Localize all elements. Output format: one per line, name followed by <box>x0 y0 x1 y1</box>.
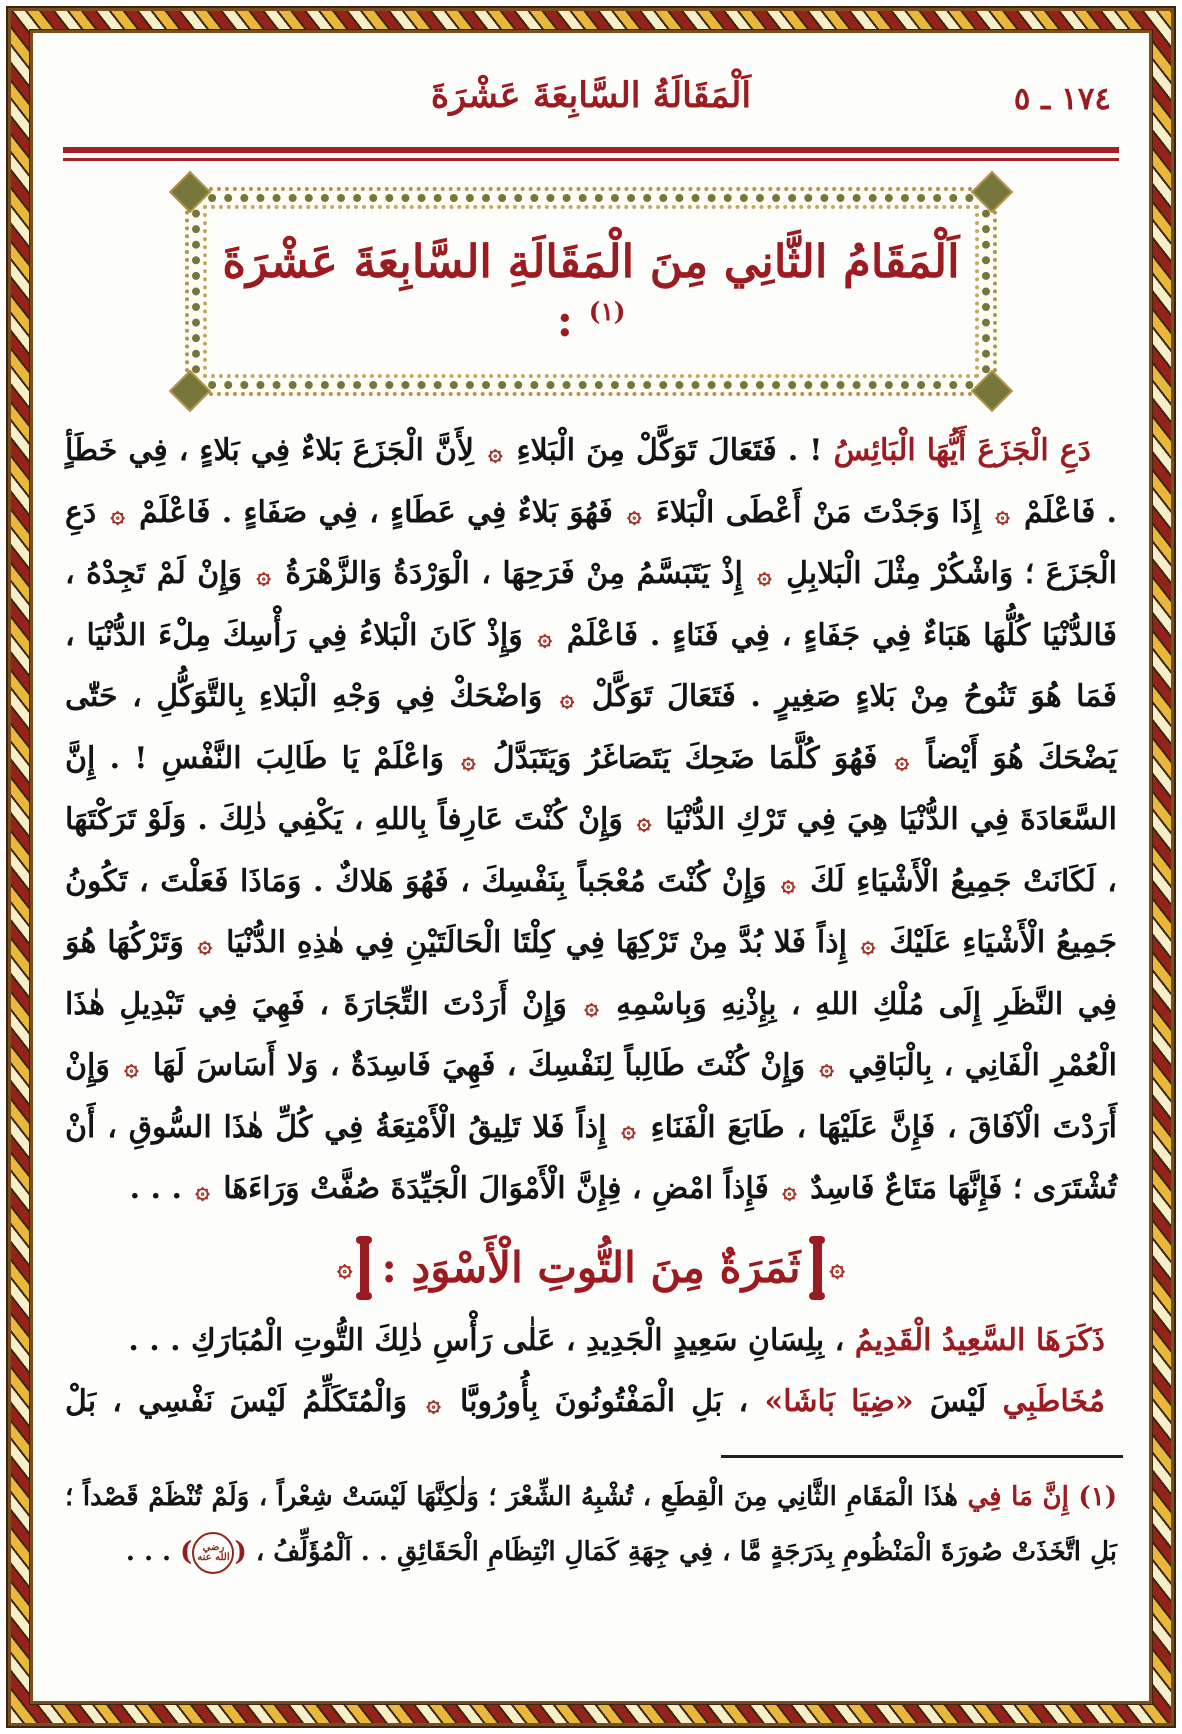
rosette-icon: ۞ <box>195 1175 210 1204</box>
rosette-icon: ۞ <box>537 621 552 651</box>
rosette-icon: ۞ <box>337 1252 353 1283</box>
body-text: ، بَلِ الْمَفْتُونُونَ بِأُورُوبَّا <box>443 1384 765 1419</box>
rosette-icon: ۞ <box>829 1252 845 1283</box>
red-subtitle <box>65 1240 1117 1296</box>
body-text: لِأَنَّ الْجَزَعَ بَلاءٌ فِي بَلاءٍ ، فِي خَطَأٍ . فَاعْلَمْ <box>65 433 1117 530</box>
page-number: ١٧٤ ـ ٥ <box>1013 81 1111 117</box>
rosette-icon: ۞ <box>461 744 476 774</box>
double-red-rule <box>63 147 1119 161</box>
body-text: فَهُوَ بَلاءٌ فِي عَطَاءٍ ، فِي صَفَاءٍ . فَاعْلَمْ <box>127 494 625 530</box>
rosette-icon: ۞ <box>894 744 910 774</box>
body-text: فَإِذاً امْضِ ، فِإِنَّ الْأَمْوَالَ الْجَيِّدَةَ صُفَّتْ وَرَاءَهَا <box>212 1171 780 1206</box>
body-text: ، بِلِسَانِ سَعِيدٍ الْجَدِيدِ ، عَلٰى رَأْسِ ذٰلِكَ التُّوتِ الْمُبَارَكِ . . . <box>128 1322 855 1358</box>
page-content-area <box>30 30 1152 1704</box>
highlight-text: «ضِيَا بَاشَا» <box>764 1384 914 1419</box>
body-text: لَيْسَ <box>913 1384 1003 1419</box>
subtitle-text: ثَمَرَةٌ مِنَ التُّوتِ الْأَسْوَدِ : <box>381 1243 801 1292</box>
rosette-icon: ۞ <box>995 498 1010 528</box>
rosette-icon: ۞ <box>627 498 642 528</box>
rosette-icon: ۞ <box>197 929 213 958</box>
highlight-text: اَلْمَقَامُ الثَّانِي مِنَ الْمَقَالَةِ السَّابِعَةَ عَشْرَةَ <box>222 235 960 288</box>
body-text: هٰذَا الْمَقَامِ الثَّانِي مِنَ الْقِطَعِ ، تُشْبِهُ الشِّعْرَ ؛ وَلٰكِنَّهَا لَيْسَتْ شِعْراً ، وَلَمْ تُنْظَمْ قَصْداً ؛ بَلِ اتَّخَذَتْ صُورَةَ الْمَنْظُومِ بِدَرَجَةٍ مَّا ، فِي جِهَةِ كَمَالِ انْتِظَامِ الْحَقَائِقِ . . اَلْمُؤَلِّفُ ، <box>65 1481 1117 1568</box>
rosette-icon: ۞ <box>636 806 652 835</box>
body-text: وَإِذْ كَانَ الْبَلاءُ فِي رَأْسِكَ مِلْءَ الدُّنْيَا ، فَمَا هُوَ تَنُوحُ مِنْ بَلاءٍ صَغِيرٍ . فَتَعَالَ تَوَكَّلْ <box>65 617 1117 714</box>
body-text: وَإِنْ أَرَدْتَ الْآفَاقَ ، فَإِنَّ عَلَيْهَا ، طَابَعَ الْفَنَاءِ <box>65 1048 1117 1145</box>
body-text-block <box>59 420 1123 1433</box>
highlight-text: ) <box>180 1537 193 1568</box>
footnote <box>59 1470 1123 1582</box>
rosette-icon: ۞ <box>110 498 125 528</box>
body-text: وَإِنْ لَمْ تَجِدْهُ ، فَالدُّنْيَا كُلُّهَا هَبَاءٌ فِي جَفَاءٍ ، فِي فَنَاءٍ . فَاعْلَمْ <box>65 556 1117 653</box>
body-text: وَإِنْ كُنْتَ مُعْجَباً بِنَفْسِكَ ، فَهُوَ هَلاكٌ . وَمَاذَا فَعَلْتَ ، تَكُونُ جَمِيعُ الْأَشْيَاءِ عَلَيْكَ <box>65 863 1117 960</box>
rosette-icon: ۞ <box>621 1113 636 1143</box>
ornate-bracket-right-icon <box>813 1240 822 1296</box>
rosette-icon: ۞ <box>256 560 271 589</box>
body-text: ! . فَتَعَالَ تَوَكَّلْ مِنَ الْبَلاءِ <box>505 433 834 468</box>
chapter-title: اَلْمَقَالَةُ السَّابِعَةَ عَشْرَةَ <box>430 75 752 116</box>
body-text: وَإِنْ كُنْتَ طَالِباً لِنَفْسِكَ ، فَهِيَ فَاسِدَةٌ ، وَلا أَسَاسَ لَهَا <box>141 1048 817 1083</box>
body-text: وَإِنْ أَرَدْتَ التِّجَارَةَ ، فَهِيَ فِي تَبْدِيلِ هٰذَا الْعُمْرِ الْفَانِي ، بِالْبَاقِي <box>65 986 1118 1083</box>
body-text: وَإِنْ كُنْتَ عَارِفاً بِاللهِ ، يَكْفِي ذٰلِكَ . وَلَوْ تَرَكْتَهَا ، لَكَانَتْ جَمِيعُ الْأَشْيَاءِ لَكَ <box>65 802 1117 899</box>
body-text: . . . <box>129 1171 193 1206</box>
body-text: إِذْ يَتَبَسَّمُ مِنْ فَرَحِهَا ، الْوَرْدَةُ وَالزَّهْرَةُ <box>273 556 755 591</box>
body-text: وَتَرْكُهَا هُوَ فِي النَّظَرِ إِلَى مُلْكِ اللهِ ، بِإِذْنِهِ وَبِاسْمِهِ <box>65 925 1117 1022</box>
body-text: إِذاً فَلا تَلِيقُ الْأَمْتِعَةُ فِي كُلِّ هٰذَا السُّوقِ ، أَنْ تُشْتَرَى ؛ فَإِنَّهَا مَتَاعٌ فَاسِدٌ <box>65 1109 1117 1206</box>
footnote-marker: (١) <box>588 296 626 326</box>
ornate-bracket-left-icon <box>360 1240 369 1296</box>
highlight-text: : <box>556 293 589 347</box>
rosette-icon: ۞ <box>781 867 796 897</box>
paragraph <box>65 1371 1117 1433</box>
rosette-icon: ۞ <box>819 1052 834 1081</box>
highlight-text: دَعِ الْجَزَعَ أَيُّهَا الْبَائِسُ <box>833 433 1092 468</box>
ornamental-chain-border <box>6 6 1176 1728</box>
rosette-icon: ۞ <box>782 1175 797 1204</box>
footnote-separator <box>721 1455 1123 1458</box>
body-text: وَالْمُتَكَلِّمُ لَيْسَ نَفْسِي ، بَلْ <box>65 1384 424 1419</box>
rosette-icon: ۞ <box>124 1052 139 1081</box>
body-text: دَعِ الْجَزَعَ ؛ وَاشْكُرْ مِثْلَ الْبَلابِلِ <box>65 494 1117 591</box>
rosette-icon: ۞ <box>860 929 876 958</box>
body-text: وَاعْلَمْ يَا طَالِبَ النَّفْسِ ! . إِنَّ السَّعَادَةَ فِي الدُّنْيَا هِيَ فِي تَرْكِ الدُّنْيَا <box>65 740 1118 837</box>
rosette-icon: ۞ <box>426 1388 441 1417</box>
highlight-text: ذَكَرَهَا السَّعِيدُ الْقَدِيمُ <box>854 1322 1105 1358</box>
author-seal: رضي الله عنه <box>192 1532 234 1574</box>
rosette-icon: ۞ <box>488 437 503 466</box>
body-text: فَهُوَ كُلَّمَا ضَحِكَ يَتَصَاغَرُ وَيَتَبَدَّلُ <box>478 740 892 776</box>
highlight-text: (١) إِنَّ مَا فِي <box>967 1481 1118 1512</box>
body-text: وَاضْحَكْ فِي وَجْهِ الْبَلاءِ بِالتَّوَكُّلِ ، حَتّٰى يَضْحَكَ هُوَ أَيْضاً <box>65 679 1117 776</box>
highlight-text: مُخَاطَبِي <box>1002 1384 1105 1419</box>
paragraph <box>65 1310 1117 1372</box>
rosette-icon: ۞ <box>757 560 772 589</box>
paragraph <box>65 420 1117 1220</box>
highlight-text: ( <box>234 1537 247 1568</box>
section-title <box>217 233 965 350</box>
body-text: إِذاً فَلا بُدَّ مِنْ تَرْكِهَا فِي كِلْتَا الْحَالَتَيْنِ فِي هٰذِهِ الدُّنْيَا <box>215 925 858 960</box>
body-text: . . . <box>125 1537 181 1568</box>
body-text: إِذَا وَجَدْتَ مَنْ أَعْطَى الْبَلاءَ <box>644 494 993 530</box>
rosette-icon: ۞ <box>584 990 599 1020</box>
rosette-icon: ۞ <box>559 683 575 712</box>
decorated-title-box <box>185 187 997 396</box>
page-header <box>59 75 1123 137</box>
chain-pattern-band <box>8 8 1174 1726</box>
